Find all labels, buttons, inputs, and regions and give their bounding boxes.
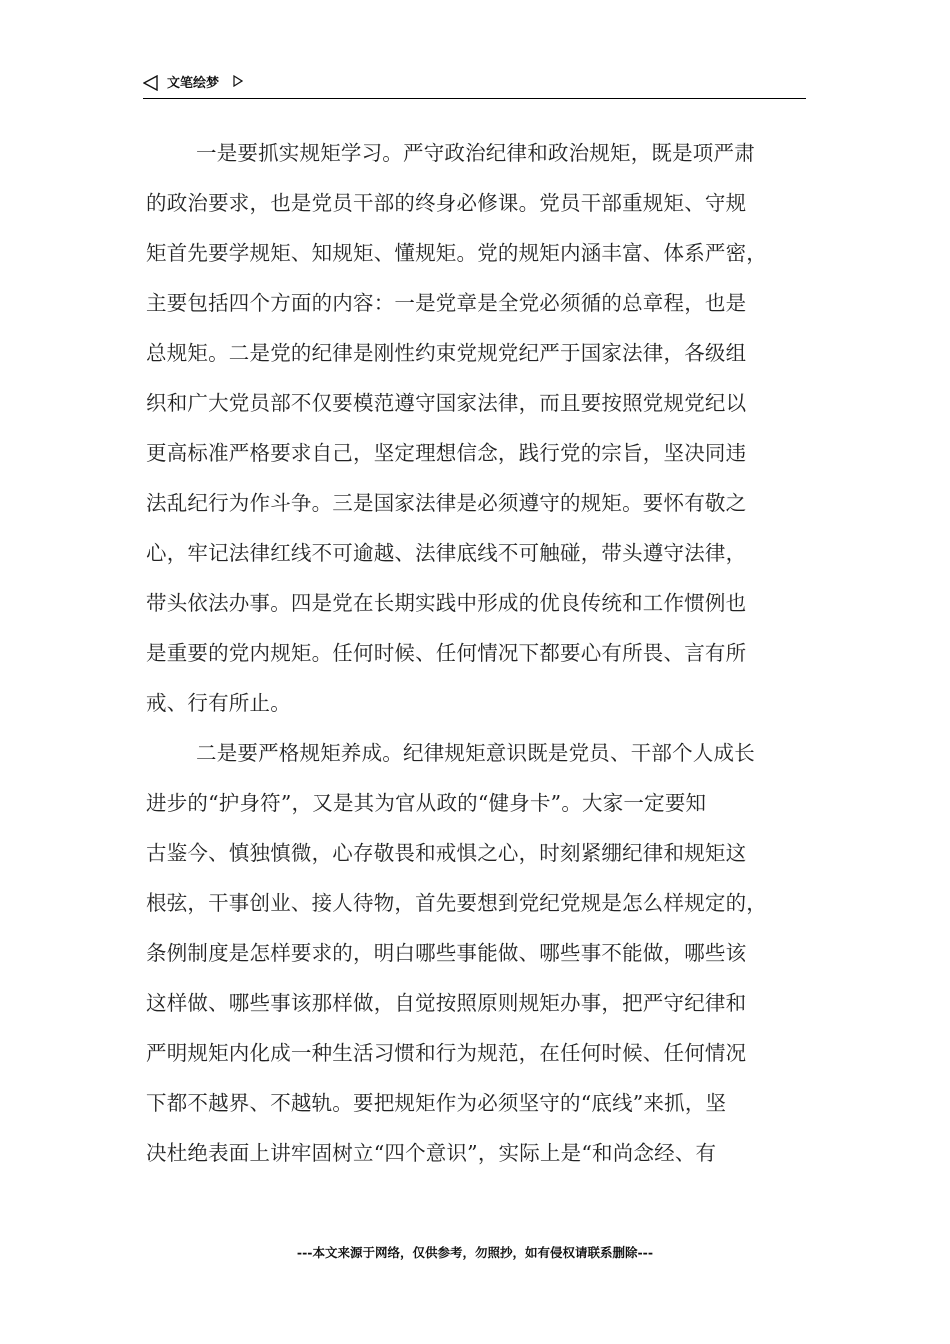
text-line: 法乱纪行为作斗争。三是国家法律是必须遵守的规矩。要怀有敬之 <box>146 491 747 515</box>
text-line: 矩首先要学规矩、知规矩、懂规矩。党的规矩内涵丰富、体系严密， <box>146 241 767 265</box>
text-line: 的政治要求，也是党员干部的终身必修课。党员干部重规矩、守规 <box>146 191 747 215</box>
text-line: 主要包括四个方面的内容：一是党章是全党必须循的总章程，也是 <box>146 291 747 315</box>
text-line: 织和广大党员部不仅要模范遵守国家法律，而且要按照党规党纪以 <box>146 391 747 415</box>
header-title: 文笔绘梦 <box>167 76 220 91</box>
text-line: 决杜绝表面上讲牢固树立“四个意识”，实际上是“和尚念经、有 <box>146 1141 717 1165</box>
text-line: 总规矩。二是党的纪律是刚性约束党规党纪严于国家法律，各级组 <box>146 341 747 365</box>
text-line: 是重要的党内规矩。任何时候、任何情况下都要心有所畏、言有所 <box>146 641 747 665</box>
text-line: 心，牢记法律红线不可逾越、法律底线不可触碰，带头遵守法律， <box>146 541 747 565</box>
text-line: 一是要抓实规矩学习。严守政治纪律和政治规矩，既是项严肃 <box>196 141 755 165</box>
text-line: 根弦，干事创业、接人待物，首先要想到党纪党规是怎么样规定的， <box>146 891 767 915</box>
text-line: 条例制度是怎样要求的，明白哪些事能做、哪些事不能做，哪些该 <box>146 941 747 965</box>
page-header <box>143 72 806 99</box>
triangle-right-icon <box>233 75 243 87</box>
text-line: 古鉴今、慎独慎微，心存敬畏和戒惧之心，时刻紧绷纪律和规矩这 <box>146 841 747 865</box>
footer-disclaimer: ---本文来源于网络，仅供参考，勿照抄，如有侵权请联系删除--- <box>296 1245 654 1260</box>
text-line: 这样做、哪些事该那样做，自觉按照原则规矩办事，把严守纪律和 <box>146 991 747 1015</box>
text-line: 进步的“护身符”，又是其为官从政的“健身卡”。大家一定要知 <box>146 791 707 815</box>
document-body <box>146 128 812 1178</box>
triangle-left-icon <box>143 75 159 91</box>
text-line: 下都不越界、不越轨。要把规矩作为必须坚守的“底线”来抓，坚 <box>146 1091 727 1115</box>
text-line: 戒、行有所止。 <box>146 691 291 715</box>
text-line: 更高标准严格要求自己，坚定理想信念，践行党的宗旨，坚决同违 <box>146 441 747 465</box>
text-line: 二是要严格规矩养成。纪律规矩意识既是党员、干部个人成长 <box>196 741 755 765</box>
text-line: 带头依法办事。四是党在长期实践中形成的优良传统和工作惯例也 <box>146 591 747 615</box>
text-line: 严明规矩内化成一种生活习惯和行为规范，在任何时候、任何情况 <box>146 1041 747 1065</box>
